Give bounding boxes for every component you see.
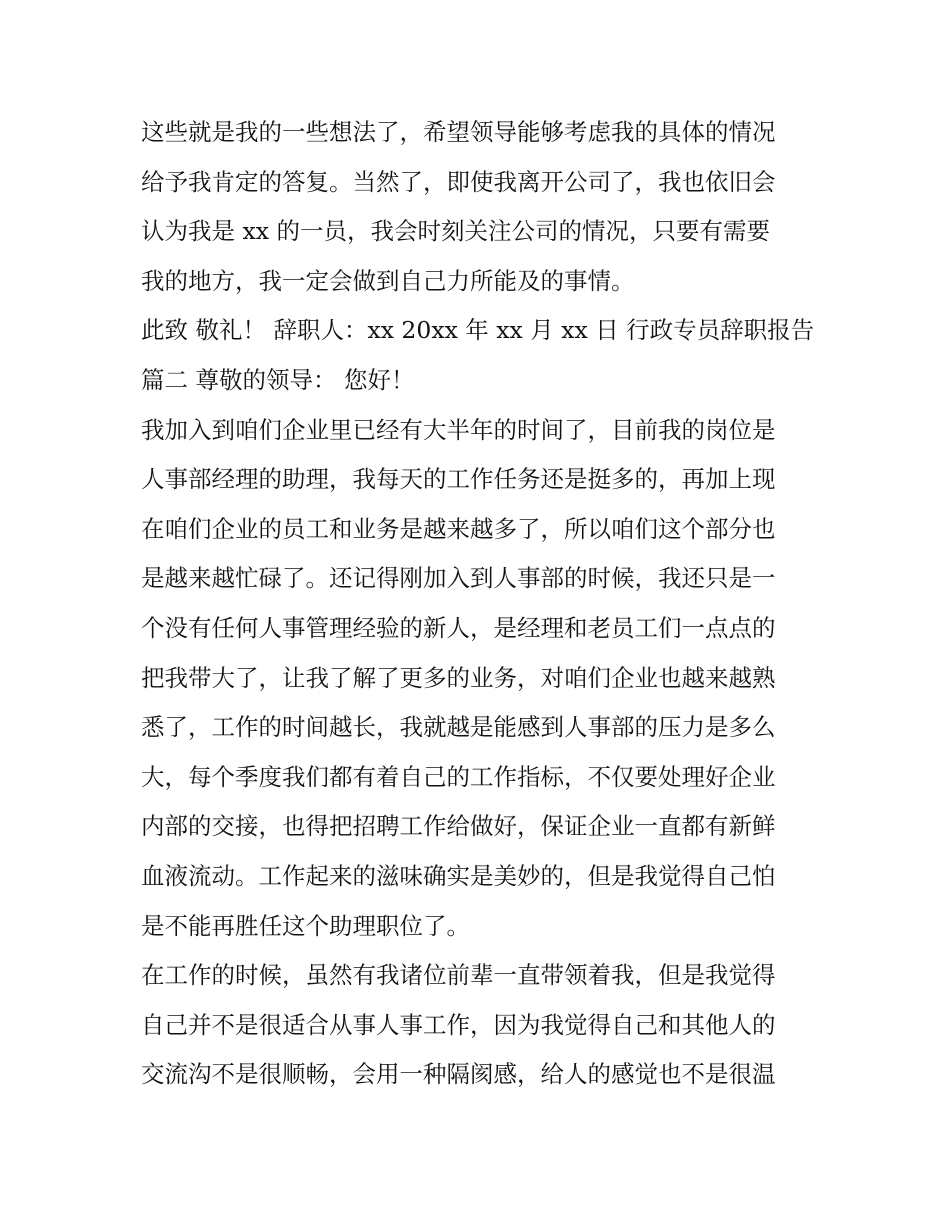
- document-body: [141, 108, 821, 1100]
- text-line: 篇二 尊敬的领导： 您好！: [141, 365, 415, 394]
- text-line: 自己并不是很适合从事人事工作，因为我觉得自己和其他人的: [141, 1010, 776, 1039]
- text-line: 大，每个季度我们都有着自己的工作指标，不仅要处理好企业: [141, 762, 776, 791]
- text-line: 在工作的时候，虽然有我诸位前辈一直带领着我，但是我觉得: [141, 961, 776, 990]
- text-line: 是不能再胜任这个助理职位了。: [141, 911, 470, 940]
- text-line: 交流沟不是很顺畅，会用一种隔阂感，给人的感觉也不是很温: [141, 1060, 776, 1089]
- text-line: 在咱们企业的员工和业务是越来越多了，所以咱们这个部分也: [141, 514, 776, 543]
- text-line: 悉了，工作的时间越长，我就越是能感到人事部的压力是多么: [141, 713, 776, 742]
- text-line: 我加入到咱们企业里已经有大半年的时间了，目前我的岗位是: [141, 415, 776, 444]
- text-line: 给予我肯定的答复。当然了，即使我离开公司了，我也依旧会: [141, 167, 776, 196]
- text-line: 把我带大了，让我了解了更多的业务，对咱们企业也越来越熟: [141, 663, 776, 692]
- text-line: 血液流动。工作起来的滋味确实是美妙的，但是我觉得自己怕: [141, 861, 776, 890]
- text-line: 个没有任何人事管理经验的新人，是经理和老员工们一点点的: [141, 613, 776, 642]
- text-line: 我的地方，我一定会做到自己力所能及的事情。: [141, 266, 635, 295]
- text-line: 是越来越忙碌了。还记得刚加入到人事部的时候，我还只是一: [141, 564, 776, 593]
- text-line: 内部的交接，也得把招聘工作给做好，保证企业一直都有新鲜: [141, 812, 776, 841]
- text-line: 人事部经理的助理，我每天的工作任务还是挺多的，再加上现: [141, 465, 776, 494]
- text-line: 此致 敬礼！ 辞职人：xx 20xx 年 xx 月 xx 日 行政专员辞职报告: [141, 316, 815, 345]
- text-line: 这些就是我的一些想法了，希望领导能够考虑我的具体的情况: [141, 118, 776, 146]
- text-line: 认为我是 xx 的一员，我会时刻关注公司的情况，只要有需要: [141, 217, 770, 246]
